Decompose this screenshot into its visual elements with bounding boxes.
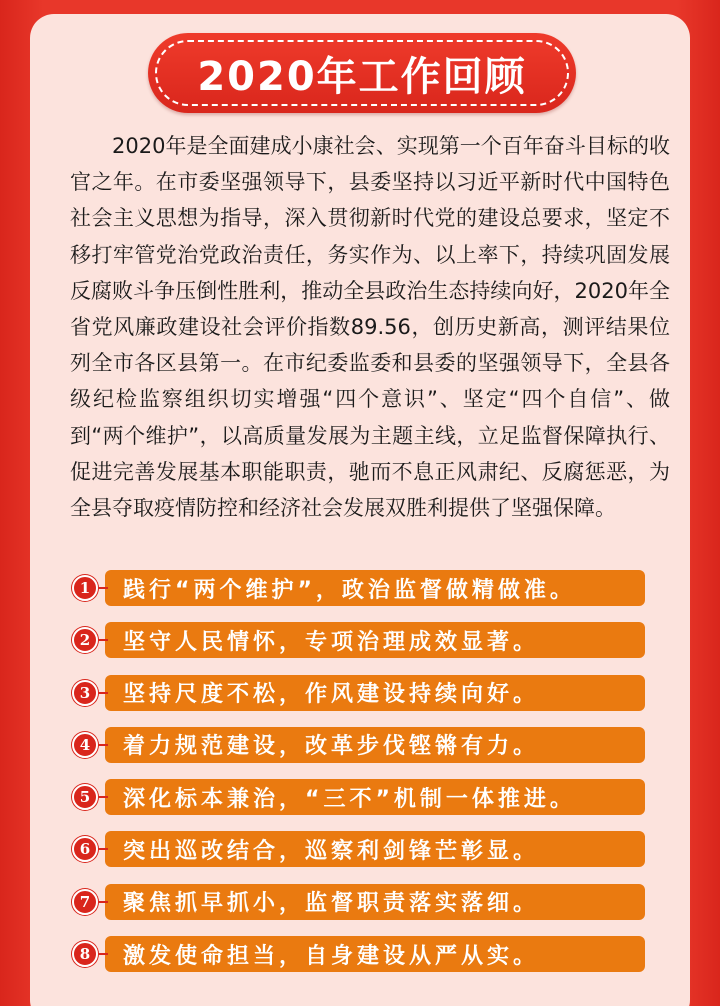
- item-number-badge: 4: [72, 732, 98, 758]
- item-number-badge: 5: [72, 784, 98, 810]
- list-item: [70, 936, 650, 972]
- item-number-badge: 8: [72, 941, 98, 967]
- list-item: [70, 570, 650, 606]
- list-item: [70, 831, 650, 867]
- achievement-list: [70, 570, 650, 988]
- item-number-badge: 6: [72, 836, 98, 862]
- list-item: [70, 675, 650, 711]
- item-label: 激发使命担当，自身建设从严从实。: [105, 936, 645, 972]
- list-item: [70, 884, 650, 920]
- list-item: [70, 727, 650, 763]
- list-item: [70, 779, 650, 815]
- item-number-badge: 3: [72, 680, 98, 706]
- list-item: [70, 622, 650, 658]
- item-label: 着力规范建设，改革步伐铿锵有力。: [105, 727, 645, 763]
- intro-paragraph: 2020年是全面建成小康社会、实现第一个百年奋斗目标的收官之年。在市委坚强领导下，县委坚持以习近平新时代中国特色社会主义思想为指导，深入贯彻新时代党的建设总要求，坚定不移打牢管党治党政治责任，务实作为、以上率下，持续巩固发展反腐败斗争压倒性胜利，推动全县政治生态持续向好，2020年全省党风廉政建设社会评价指数89.56，创历史新高，测评结果位列全市各区县第一。在市纪委监委和县委的坚强领导下，全县各级纪检监察组织切实增强“四个意识”、坚定“四个自信”、做到“两个维护”，以高质量发展为主题主线，立足监督保障执行、促进完善发展基本职能职责，驰而不息正风肃纪、反腐惩恶，为全县夺取疫情防控和经济社会发展双胜利提供了坚强保障。: [70, 134, 670, 521]
- title-banner: [148, 33, 576, 113]
- item-number-badge: 1: [72, 575, 98, 601]
- item-label: 坚持尺度不松，作风建设持续向好。: [105, 675, 645, 711]
- item-number-badge: 7: [72, 889, 98, 915]
- page-title: 2020年工作回顾: [197, 53, 527, 100]
- item-label: 聚焦抓早抓小，监督职责落实落细。: [105, 884, 645, 920]
- item-label: 坚守人民情怀，专项治理成效显著。: [105, 622, 645, 658]
- item-label: 突出巡改结合，巡察利剑锋芒彰显。: [105, 831, 645, 867]
- item-label: 深化标本兼治，“三不”机制一体推进。: [105, 779, 645, 815]
- item-number-badge: 2: [72, 627, 98, 653]
- item-label: 践行“两个维护”，政治监督做精做准。: [105, 570, 645, 606]
